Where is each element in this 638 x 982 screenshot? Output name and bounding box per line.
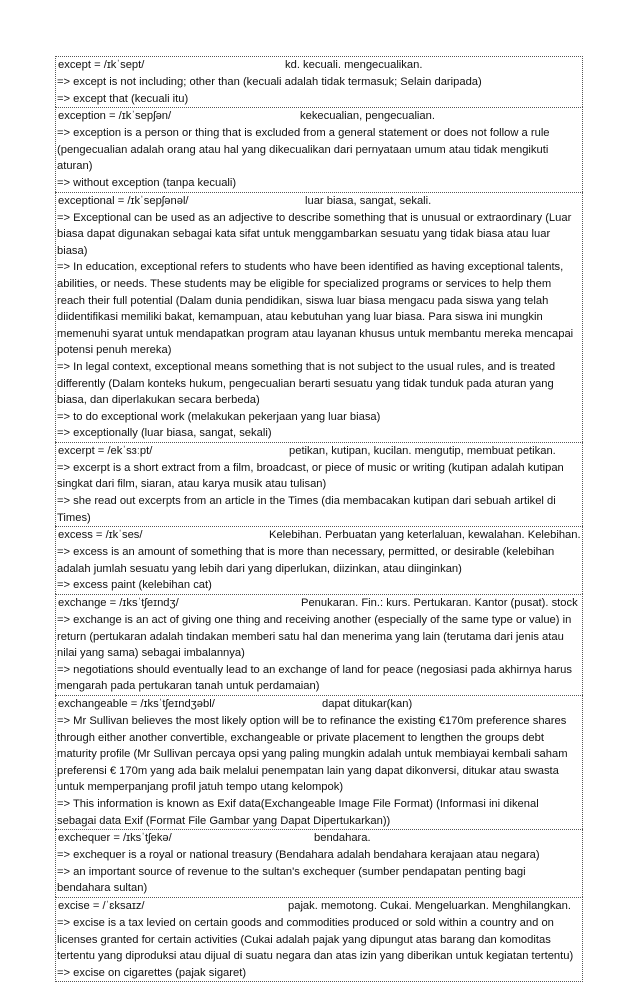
meaning: dapat ditukar(kan) [322, 698, 413, 710]
definition-line: => exception is a person or thing that is excluded from a general statement or does not follow a rule (pengecualian adalah orang atau hal yang dikecualikan dari pernyataan umum atau tidak mengikuti aturan) [57, 127, 550, 173]
meaning: luar biasa, sangat, sekali. [305, 194, 432, 207]
entry-excise [55, 897, 583, 982]
example-line: => negotiations should eventually lead to an exchange of land for peace (negosiasi pada akhirnya harus mengarah pada pertukaran tanah untuk perdamaian) [57, 663, 572, 693]
entry-excess [55, 526, 583, 594]
definition-line: => excerpt is a short extract from a film, broadcast, or piece of music or writing (kutipan adalah kutipan singkat dari film, siaran, atau karya musik atau tulisan) [57, 461, 564, 491]
definition-line: => exchange is an act of giving one thing and receiving another (especially of the same type or value) in return (pertukaran adalah tindakan memberi satu hal dan menerima yang lain (terutama dari jenis atau nilai yang sama) sebagai imbalannya) [57, 614, 572, 660]
entry-header [57, 193, 580, 210]
entry-header [57, 830, 580, 847]
meaning: Kelebihan. Perbuatan yang keterlaluan, kewalahan. Kelebihan. [269, 529, 581, 542]
definition-line: => Exceptional can be used as an adjective to describe something that is unusual or extraordinary (Luar biasa dapat digunakan sebagai kata sifat untuk menggambarkan sesuatu yang tidak biasa atau luar biasa) [57, 211, 572, 257]
entry-except [55, 56, 583, 107]
dictionary-page [55, 56, 583, 982]
example-line: => except that (kecuali itu) [57, 92, 189, 105]
entry-exchangeable [55, 695, 583, 829]
headword: exchange = /ɪksˈtʃeɪndʒ/ [58, 597, 179, 610]
definition-line: => except is not including; other than (kecuali adalah tidak termasuk; Selain daripada) [57, 76, 482, 88]
headword: exchequer = /ɪksˈtʃekə/ [58, 832, 172, 845]
meaning: kekecualian, pengecualian. [300, 110, 435, 123]
entry-exchange [55, 594, 583, 695]
entry-header [57, 527, 580, 544]
definition-line: => In education, exceptional refers to students who have been identified as having exceptional talents, abilities, or needs. These students may be eligible for specialized programs or services to help them reach their full potential (Dalam dunia pendidikan, siswa luar biasa mengacu pada siswa yang telah diidentifikasi memiliki bakat, kemampuan, atau kebutuhan yang luar biasa. Para siswa ini mungkin memenuhi syarat untuk mendapatkan program atau layanan khusus untuk membantu mereka mencapai potensi penuh mereka) [57, 261, 574, 357]
entry-header [57, 108, 580, 125]
example-line: => excess paint (kelebihan cat) [57, 579, 212, 592]
headword: exchangeable = /ɪksˈtʃeɪndʒəbl/ [58, 698, 215, 710]
meaning: Penukaran. Fin.: kurs. Pertukaran. Kantor (pusat). stock [301, 597, 578, 610]
example-line: => she read out excerpts from an article in the Times (dia membacakan kutipan dari sebuah artikel di Times) [57, 495, 556, 524]
definition-line: => excise is a tax levied on certain goods and commodities produced or sold within a country and on licenses granted for certain activities (Cukai adalah pajak yang dipungut atas barang dan komoditas tertentu yang diproduksi atau dijual di suatu negara dan atas izin yang diberikan untuk kegiatan tertentu) [57, 916, 574, 963]
example-line: => excise on cigarettes (pajak sigaret) [57, 966, 247, 979]
headword: excess = /ɪkˈses/ [58, 529, 143, 542]
entry-header [57, 696, 580, 713]
definition-line: => excess is an amount of something that is more than necessary, permitted, or desirable (kelebihan adalah jumlah sesuatu yang lebih dari yang diperlukan, diizinkan, atau diinginkan) [57, 546, 555, 575]
definition-line: => exchequer is a royal or national treasury (Bendahara adalah bendahara kerajaan atau negara) [57, 849, 540, 862]
headword: except = /ɪkˈsept/ [58, 59, 145, 71]
example-line: => exceptionally (luar biasa, sangat, sekali) [57, 427, 272, 440]
headword: exception = /ɪkˈsepʃən/ [58, 110, 172, 123]
example-line: => This information is known as Exif data(Exchangeable Image File Format) (Informasi ini dikenal sebagai data Exif (Format File Gambar yang Dapat Dipertukarkan)) [57, 797, 539, 827]
example-line: => Mr Sullivan believes the most likely option will be to refinance the existing €170m preference shares through either another convertible, exchangeable or private placement to lengthen the groups debt maturity profile (Mr Sullivan percaya opsi yang paling mungkin adalah untuk membiayai kembali saham preferensi € 170m yang ada baik melalui penempatan lain yang dapat dikonversi, ditukar atau swasta untuk memperpanjang profil jatuh tempo utang kelompok) [57, 715, 568, 794]
entry-exception [55, 107, 583, 191]
entry-exceptional [55, 192, 583, 442]
entry-excerpt [55, 442, 583, 526]
entry-header [57, 443, 580, 460]
meaning: kd. kecuali. mengecualikan. [285, 59, 423, 71]
entry-header [57, 595, 580, 612]
headword: excerpt = /ekˈsɜːpt/ [58, 444, 153, 457]
entry-header [57, 898, 580, 915]
headword: exceptional = /ɪkˈsepʃənəl/ [58, 194, 189, 207]
meaning: bendahara. [314, 832, 371, 845]
entry-exchequer [55, 829, 583, 897]
meaning: pajak. memotong. Cukai. Mengeluarkan. Menghilangkan. [288, 899, 571, 912]
example-line: => an important source of revenue to the sultan's exchequer (sumber pendapatan penting bagi bendahara sultan) [57, 865, 526, 895]
definition-line: => In legal context, exceptional means something that is not subject to the usual rules, and is treated differently (Dalam konteks hukum, pengecualian berarti sesuatu yang tidak tunduk pada aturan yang biasa, dan diperlakukan secara berbeda) [57, 360, 556, 407]
meaning: petikan, kutipan, kucilan. mengutip, membuat petikan. [289, 444, 556, 457]
example-line: => without exception (tanpa kecuali) [57, 176, 237, 189]
entry-header [57, 57, 580, 74]
example-line: => to do exceptional work (melakukan pekerjaan yang luar biasa) [57, 410, 381, 423]
headword: excise = /ˈɛksaɪz/ [58, 899, 145, 912]
